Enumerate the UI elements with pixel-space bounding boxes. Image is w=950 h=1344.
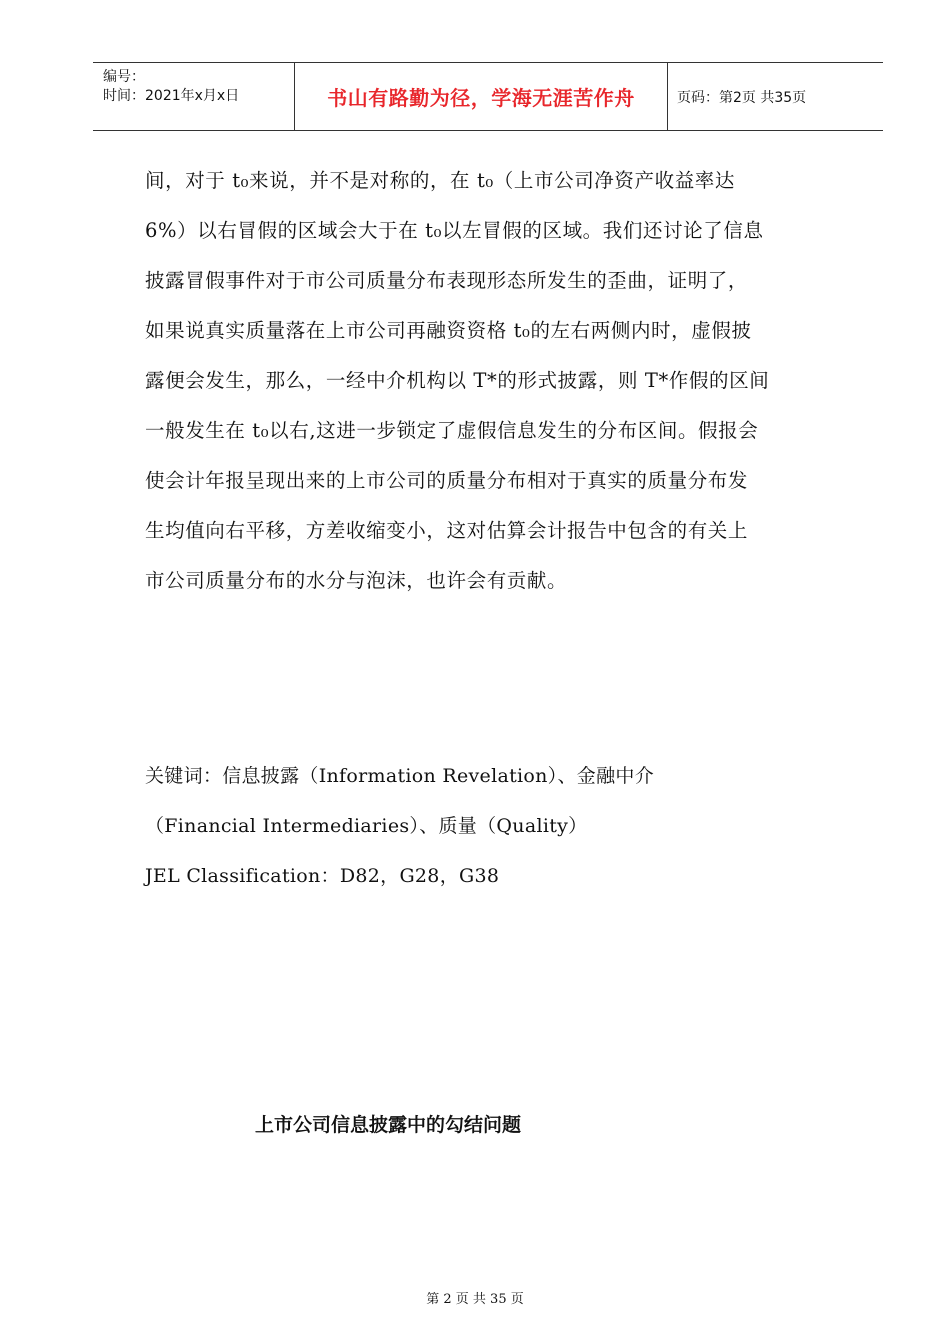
jel-classification: JEL Classification：D82，G28，G38 (145, 865, 500, 887)
body-line: 间，对于 t₀来说，并不是对称的，在 t₀（上市公司净资产收益率达 (145, 169, 736, 192)
document-number-label: 编号： (103, 69, 145, 85)
body-paragraph (145, 156, 835, 606)
body-line: 披露冒假事件对于市公司质量分布表现形态所发生的歪曲，证明了， (145, 269, 749, 292)
body-line: 如果说真实质量落在上市公司再融资资格 t₀的左右两侧内时，虚假披 (145, 319, 752, 342)
body-line: 使会计年报呈现出来的上市公司的质量分布相对于真实的质量分布发 (145, 469, 749, 492)
body-line: 生均值向右平移，方差收缩变小，这对估算会计报告中包含的有关上 (145, 519, 749, 542)
section-title: 上市公司信息披露中的勾结问题 (255, 1114, 522, 1136)
keywords-line-continued: （Financial Intermediaries）、质量（Quality） (145, 815, 588, 837)
header-motto-cell (294, 63, 668, 130)
body-line: 露便会发生，那么，一经中介机构以 T*的形式披露，则 T*作假的区间 (145, 369, 770, 392)
body-line: 市公司质量分布的水分与泡沫，也许会有贡献。 (145, 569, 568, 592)
body-line: 6%）以右冒假的区域会大于在 t₀以左冒假的区域。我们还讨论了信息 (145, 219, 764, 242)
header-meta-cell (93, 63, 294, 130)
page-footer: 第 2 页 共 35 页 (426, 1292, 524, 1307)
document-time-label: 时间：2021年x月x日 (103, 88, 240, 104)
header-page-number: 页码：第2页 共35页 (677, 89, 807, 106)
header-page-cell (667, 63, 883, 130)
header-motto: 书山有路勤为径，学海无涯苦作舟 (327, 86, 635, 110)
page-header (93, 62, 883, 131)
body-line: 一般发生在 t₀以右,这进一步锁定了虚假信息发生的分布区间。假报会 (145, 419, 759, 442)
keywords-line: 关键词：信息披露（Information Revelation）、金融中介 (145, 765, 654, 787)
